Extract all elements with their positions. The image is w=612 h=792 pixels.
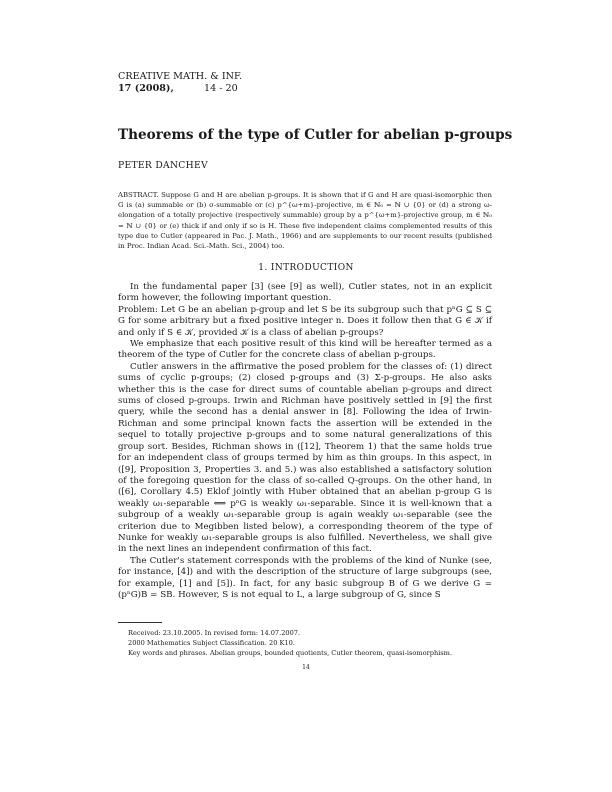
page-number: 14 [302,664,310,671]
footnote-keywords: Key words and phrases. Abelian groups, bounded quotients, Cutler theorem, quasi-isomorphism. [128,649,453,658]
author: PETER DANCHEV [118,160,208,171]
page-range: 14 - 20 [204,82,238,94]
footnote-rule [118,622,162,623]
footnotes [128,628,452,659]
footnote-received: Received: 23.10.2005. In revised form: 14.07.2007. [128,629,301,637]
abstract-label: ABSTRACT. [118,191,159,199]
paragraph: In the fundamental paper [3] (see [9] as well), Cutler states, not in an explicit form however, the following important question. [118,282,492,304]
paragraph: Problem: Let G be an abelian p-group and let S be its subgroup such that pⁿG ⊆ S ⊆ G for some arbitrary but a fixed positive integer n. Does it follow then that G ∈ 𝒦 if and only if S ∈ 𝒦, provided 𝒦 is a class of abelian p-groups? [118,304,492,338]
paragraph: Cutler answers in the affirmative the posed problem for the classes of: (1) direct sums of cyclic p-groups; (2) closed p-groups and (3) Σ-p-groups. He also asks whether this is the case for direct sums of countable abelian p-groups and direct sums of closed p-groups. Irwin and Richman have positively settled in [9] the first query, while the second has a denial answer in [8]. Following the idea of Irwin-Richman and some principal known facts the assertion will be extended in the sequel to totally projective p-groups and to some natural generalizations of this group sort. Besides, Richman shows in ([12], Theorem 1) that the same holds true for an independent class of groups termed by him as thin groups. In this aspect, in ([9], Proposition 3, Properties 3. and 5.) was also established a satisfactory solution of the foregoing question for the class of so-called Q-groups. On the other hand, in ([6], Corollary 4.5) Eklof jointly with Huber obtained that an abelian p-group G is weakly ω₁-separable ⟺ pⁿG is weakly ω₁-separable. Since it is well-known that a subgroup of a weakly ω₁-separable group is again weakly ω₁-separable (see the criterion due to Megibben listed below), a corresponding theorem of the type of Nunke for weakly ω₁-separable groups is also fulfilled. Nevertheless, we shall give in the next lines an independent confirmation of this fact. [118,361,492,555]
journal-name: CREATIVE MATH. & INF. [118,71,243,82]
footnote-msc: 2000 Mathematics Subject Classification. 20 K10. [128,639,295,648]
paper-title: Theorems of the type of Cutler for abelian p-groups [118,127,513,143]
abstract-text: Suppose G and H are abelian p-groups. It is shown that if G and H are quasi-isomorphic then G is (a) summable or (b) σ-summable or (c) p^{ω+m}-projective, m ∈ ℕ₀ = ℕ ∪ {0} or (d) a strong ω-elongation of a totally projective (respectively summable) group by a p^{ω+m}-projective group, m ∈ ℕ₀ = ℕ ∪ {0} or (e) thick if and only if so is H. These five independent claims complemented results of this type due to Cutler (appeared in Pac. J. Math., 1966) and are supplements to our recent results (published in Proc. Indian Acad. Sci.-Math. Sci., 2004) too. [118,191,492,251]
body-text [118,282,492,601]
volume-year: 17 (2008), [118,82,174,94]
abstract [118,190,492,251]
section-heading: 1. INTRODUCTION [258,263,354,273]
journal-header [118,71,242,94]
paragraph: We emphasize that each positive result of this kind will be hereafter termed as a theorem of the type of Cutler for the concrete class of abelian p-groups. [118,339,492,361]
paragraph: The Cutler's statement corresponds with the problems of the kind of Nunke (see, for instance, [4]) and with the description of the structure of large subgroups (see, for example, [1] and [5]). In fact, for any basic subgroup B of G we derive G = (pⁿG)B = SB. However, S is not equal to L, a large subgroup of G, since S [118,555,492,600]
